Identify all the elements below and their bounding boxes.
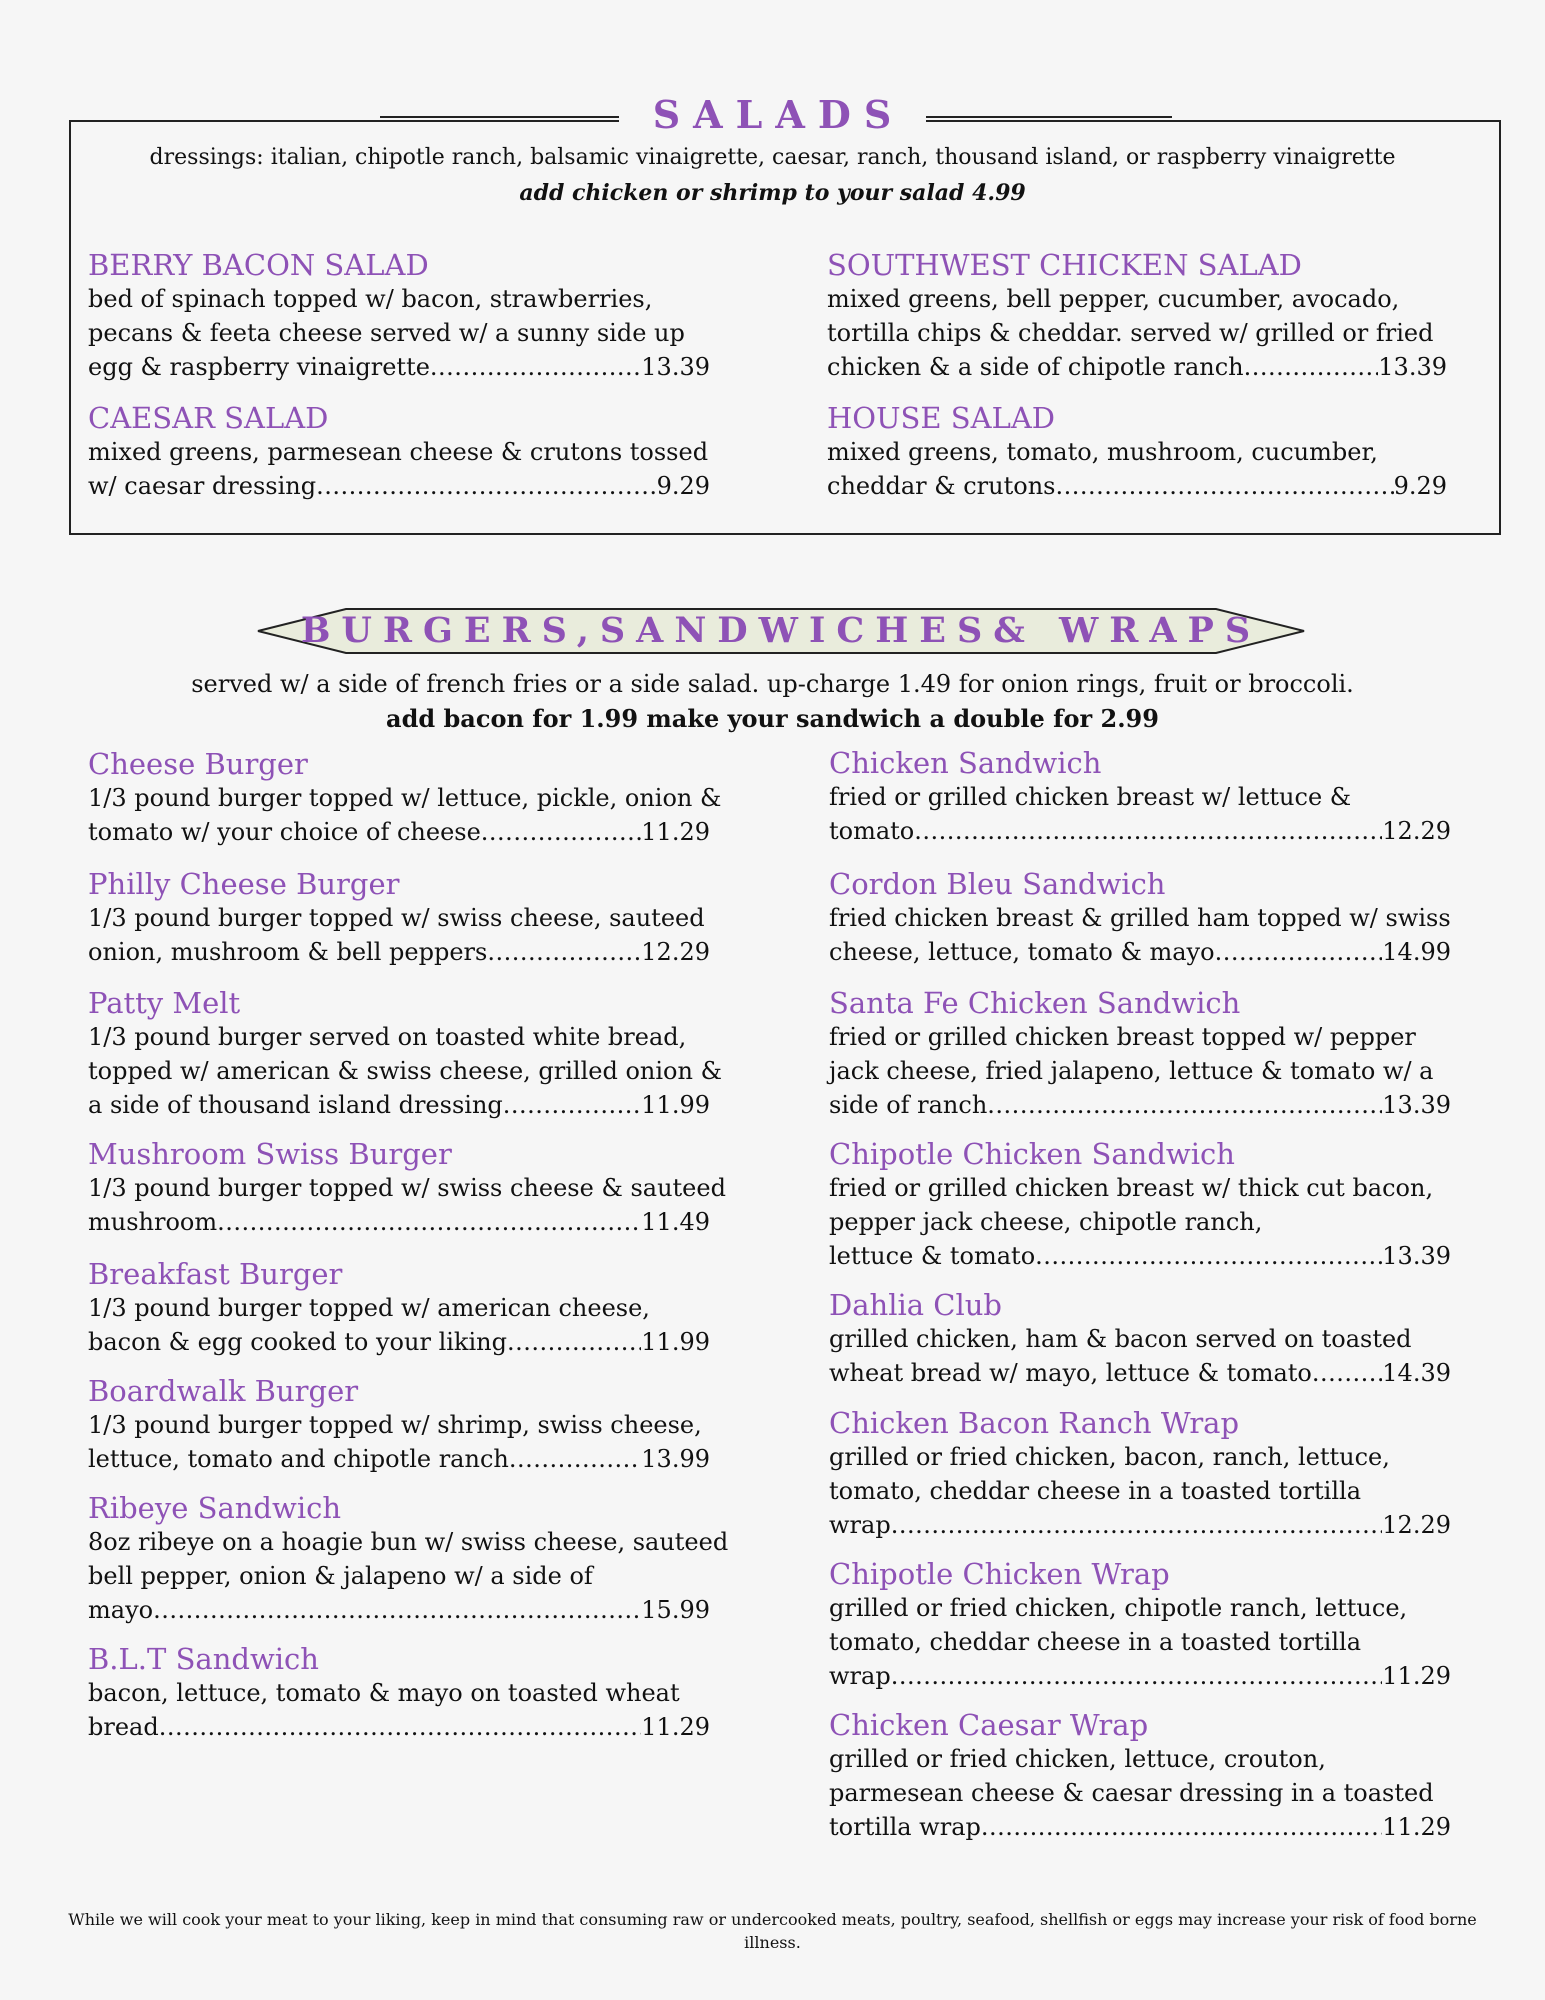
salads-title: SALADS — [0, 92, 1545, 137]
menu-item — [88, 1137, 726, 1239]
menu-item — [829, 986, 1451, 1122]
menu-item-price: 11.99 — [641, 1328, 710, 1356]
menu-item — [827, 248, 1447, 384]
description-line: bacon & egg cooked to your liking — [88, 1328, 507, 1356]
menu-item-price: 12.29 — [641, 938, 710, 966]
price-line — [88, 1593, 710, 1627]
menu-item-price: 12.29 — [1382, 817, 1451, 845]
menu-item-price: 13.99 — [641, 1445, 710, 1473]
menu-item — [829, 867, 1451, 969]
menu-item-price: 13.39 — [641, 353, 710, 381]
description-line: mixed greens, tomato, mushroom, cucumber, — [827, 438, 1378, 466]
menu-item-price: 14.99 — [1382, 938, 1451, 966]
dot-leader — [1035, 1239, 1382, 1273]
description-line: bread — [88, 1713, 159, 1741]
dot-leader — [507, 1325, 641, 1359]
description-line: mushroom — [88, 1208, 218, 1236]
menu-item-name: Boardwalk Burger — [88, 1374, 359, 1408]
menu-item-description — [88, 1020, 722, 1122]
description-line: grilled or fried chicken, bacon, ranch, lettuce, — [829, 1443, 1390, 1471]
menu-item-name: Santa Fe Chicken Sandwich — [829, 986, 1241, 1020]
menu-item-name: Patty Melt — [88, 986, 241, 1020]
price-line — [829, 1088, 1451, 1122]
menu-item-price: 13.39 — [1382, 1091, 1451, 1119]
menu-item-price: 9.29 — [1393, 472, 1447, 500]
menu-item-price: 15.99 — [641, 1596, 710, 1624]
dot-leader — [1244, 350, 1379, 384]
price-line — [829, 1239, 1451, 1273]
price-line — [88, 935, 710, 969]
dot-leader — [509, 1442, 641, 1476]
price-line — [88, 1088, 710, 1122]
description-line: grilled or fried chicken, chipotle ranch, lettuce, — [829, 1594, 1408, 1622]
menu-item — [829, 1137, 1451, 1273]
menu-item-name: B.L.T Sandwich — [88, 1642, 319, 1676]
menu-item-description — [88, 1676, 710, 1744]
menu-item-name: Breakfast Burger — [88, 1257, 343, 1291]
description-line: bacon, lettuce, tomato & mayo on toasted wheat — [88, 1679, 680, 1707]
burgers-banner — [256, 606, 1306, 656]
description-line: bed of spinach topped w/ bacon, strawberries, — [88, 285, 653, 313]
menu-item-description — [829, 1591, 1451, 1693]
menu-item-price: 11.29 — [1382, 1813, 1451, 1841]
menu-item-price: 13.39 — [1382, 1242, 1451, 1270]
menu-item-name: SOUTHWEST CHICKEN SALAD — [827, 248, 1302, 282]
description-line: 1/3 pound burger topped w/ lettuce, pickle, onion & — [88, 784, 722, 812]
description-line: fried chicken breast & grilled ham topped w/ swiss — [829, 904, 1451, 932]
menu-item-name: Philly Cheese Burger — [88, 867, 400, 901]
description-line: mixed greens, bell pepper, cucumber, avocado, — [827, 285, 1400, 313]
menu-item-name: Chicken Sandwich — [829, 746, 1102, 780]
description-line: w/ caesar dressing — [88, 472, 317, 500]
description-line: bell pepper, onion & jalapeno w/ a side of — [88, 1562, 593, 1590]
menu-item — [829, 1708, 1451, 1844]
menu-item-name: Chicken Caesar Wrap — [829, 1708, 1149, 1742]
dot-leader — [481, 815, 641, 849]
menu-item — [88, 1257, 710, 1359]
menu-item-price: 11.99 — [641, 1091, 710, 1119]
menu-item-name: Chipotle Chicken Sandwich — [829, 1137, 1235, 1171]
menu-item — [88, 986, 722, 1122]
price-line — [88, 815, 710, 849]
menu-item-name: Chicken Bacon Ranch Wrap — [829, 1406, 1240, 1440]
description-line: chicken & a side of chipotle ranch — [827, 353, 1244, 381]
menu-item-description — [88, 1408, 710, 1476]
price-line — [829, 814, 1451, 848]
salads-add-on: add chicken or shrimp to your salad 4.99 — [519, 180, 1026, 206]
description-line: 8oz ribeye on a hoagie bun w/ swiss cheese, sauteed — [88, 1528, 729, 1556]
description-line: wrap — [829, 1511, 891, 1539]
menu-item-price: 12.29 — [1382, 1511, 1451, 1539]
dot-leader — [316, 469, 656, 503]
description-line: grilled chicken, ham & bacon served on toasted — [829, 1325, 1412, 1353]
description-line: jack cheese, fried jalapeno, lettuce & tomato w/ a — [829, 1057, 1434, 1085]
menu-item-description — [88, 1171, 726, 1239]
description-line: fried or grilled chicken breast topped w/ pepper — [829, 1023, 1416, 1051]
description-line: tomato, cheddar cheese in a toasted tortilla — [829, 1477, 1362, 1505]
description-line: side of ranch — [829, 1091, 988, 1119]
description-line: topped w/ american & swiss cheese, grilled onion & — [88, 1057, 722, 1085]
menu-item — [88, 248, 710, 384]
price-line — [829, 935, 1451, 969]
menu-item-name: Cheese Burger — [88, 747, 308, 781]
menu-item-price: 9.29 — [656, 472, 710, 500]
menu-item-description — [829, 1440, 1451, 1542]
dot-leader — [503, 1088, 642, 1122]
description-line: tortilla chips & cheddar. served w/ grilled or fried — [827, 319, 1434, 347]
menu-item-description — [88, 1291, 710, 1359]
price-line — [827, 469, 1447, 503]
menu-item-price: 11.29 — [641, 1713, 710, 1741]
description-line: 1/3 pound burger topped w/ shrimp, swiss cheese, — [88, 1411, 702, 1439]
menu-item-description — [88, 1525, 729, 1627]
menu-item-price: 11.49 — [641, 1208, 710, 1236]
menu-item-description — [829, 780, 1451, 848]
description-line: tomato, cheddar cheese in a toasted tortilla — [829, 1628, 1362, 1656]
price-line — [827, 350, 1447, 384]
dot-leader — [891, 1508, 1383, 1542]
menu-item-name: CAESAR SALAD — [88, 401, 329, 435]
description-line: 1/3 pound burger topped w/ swiss cheese & sauteed — [88, 1174, 726, 1202]
menu-item — [88, 1374, 710, 1476]
menu-item — [88, 401, 710, 503]
price-line — [829, 1810, 1451, 1844]
dot-leader — [1215, 935, 1383, 969]
dot-leader — [1055, 469, 1393, 503]
menu-item-description — [829, 1322, 1451, 1390]
description-line: wrap — [829, 1662, 891, 1690]
menu-item-description — [829, 1020, 1451, 1122]
menu-item-name: Chipotle Chicken Wrap — [829, 1557, 1170, 1591]
menu-item — [829, 1288, 1451, 1390]
description-line: 1/3 pound burger served on toasted white bread, — [88, 1023, 687, 1051]
dot-leader — [153, 1593, 641, 1627]
price-line — [88, 350, 710, 384]
description-line: tomato — [829, 817, 915, 845]
menu-item-description — [88, 781, 722, 849]
description-line: grilled or fried chicken, lettuce, crouton, — [829, 1745, 1326, 1773]
description-line: 1/3 pound burger topped w/ swiss cheese, sauteed — [88, 904, 705, 932]
price-line — [88, 1710, 710, 1744]
menu-item-price: 13.39 — [1378, 353, 1447, 381]
price-line — [829, 1508, 1451, 1542]
menu-item-description — [88, 435, 710, 503]
menu-item-description — [829, 901, 1451, 969]
dot-leader — [1312, 1356, 1382, 1390]
description-line: 1/3 pound burger topped w/ american cheese, — [88, 1294, 650, 1322]
menu-item — [88, 867, 710, 969]
dot-leader — [430, 350, 641, 384]
menu-item-name: Ribeye Sandwich — [88, 1491, 342, 1525]
description-line: mayo — [88, 1596, 154, 1624]
menu-item-name: HOUSE SALAD — [827, 401, 1056, 435]
menu-item-name: Dahlia Club — [829, 1288, 1002, 1322]
menu-item — [829, 1557, 1451, 1693]
price-line — [88, 1442, 710, 1476]
dot-leader — [914, 814, 1382, 848]
burgers-add-on: add bacon for 1.99 make your sandwich a double for 2.99 — [386, 704, 1159, 733]
menu-item-description — [829, 1742, 1451, 1844]
description-line: fried or grilled chicken breast w/ lettuce & — [829, 783, 1352, 811]
description-line: onion, mushroom & bell peppers — [88, 938, 488, 966]
price-line — [88, 469, 710, 503]
menu-item — [829, 746, 1451, 848]
menu-item-price: 11.29 — [641, 818, 710, 846]
burgers-title: BURGERS,SANDWICHES& WRAPS — [300, 610, 1262, 651]
description-line: parmesean cheese & caesar dressing in a toasted — [829, 1779, 1434, 1807]
burgers-sides: served w/ a side of french fries or a side salad. up-charge 1.49 for onion rings, fruit or broccoli. — [191, 670, 1354, 698]
dot-leader — [159, 1710, 642, 1744]
description-line: a side of thousand island dressing — [88, 1091, 503, 1119]
menu-item-price: 11.29 — [1382, 1662, 1451, 1690]
dot-leader — [487, 935, 641, 969]
menu-item — [827, 401, 1447, 503]
menu-item-description — [827, 435, 1447, 503]
dot-leader — [981, 1810, 1382, 1844]
price-line — [88, 1205, 710, 1239]
menu-item — [88, 1642, 710, 1744]
menu-item-description — [829, 1171, 1451, 1273]
salads-dressings: dressings: italian, chipotle ranch, balsamic vinaigrette, caesar, ranch, thousand island, or raspberry vinaigrette — [149, 145, 1396, 170]
dot-leader — [891, 1659, 1383, 1693]
description-line: egg & raspberry vinaigrette — [88, 353, 430, 381]
description-line: cheddar & crutons — [827, 472, 1056, 500]
menu-item — [88, 747, 722, 849]
menu-item-description — [88, 282, 710, 384]
price-line — [88, 1325, 710, 1359]
description-line: lettuce, tomato and chipotle ranch — [88, 1445, 509, 1473]
description-line: pecans & feeta cheese served w/ a sunny side up — [88, 319, 685, 347]
description-line: lettuce & tomato — [829, 1242, 1036, 1270]
description-line: wheat bread w/ mayo, lettuce & tomato — [829, 1359, 1312, 1387]
description-line: cheese, lettuce, tomato & mayo — [829, 938, 1215, 966]
price-line — [829, 1659, 1451, 1693]
menu-item-name: BERRY BACON SALAD — [88, 248, 429, 282]
food-safety-disclaimer: While we will cook your meat to your liking, keep in mind that consuming raw or undercooked meats, poultry, seafood, shellfish or eggs may increase your risk of food borne illness. — [68, 1910, 1477, 1952]
menu-item-name: Mushroom Swiss Burger — [88, 1137, 452, 1171]
menu-item — [88, 1491, 729, 1627]
price-line — [829, 1356, 1451, 1390]
dot-leader — [217, 1205, 641, 1239]
description-line: tomato w/ your choice of cheese — [88, 818, 481, 846]
description-line: mixed greens, parmesean cheese & crutons tossed — [88, 438, 709, 466]
description-line: fried or grilled chicken breast w/ thick cut bacon, — [829, 1174, 1434, 1202]
menu-item-description — [88, 901, 710, 969]
menu-item — [829, 1406, 1451, 1542]
description-line: pepper jack cheese, chipotle ranch, — [829, 1208, 1263, 1236]
menu-item-name: Cordon Bleu Sandwich — [829, 867, 1166, 901]
description-line: tortilla wrap — [829, 1813, 981, 1841]
menu-item-price: 14.39 — [1382, 1359, 1451, 1387]
menu-item-description — [827, 282, 1447, 384]
dot-leader — [987, 1088, 1382, 1122]
